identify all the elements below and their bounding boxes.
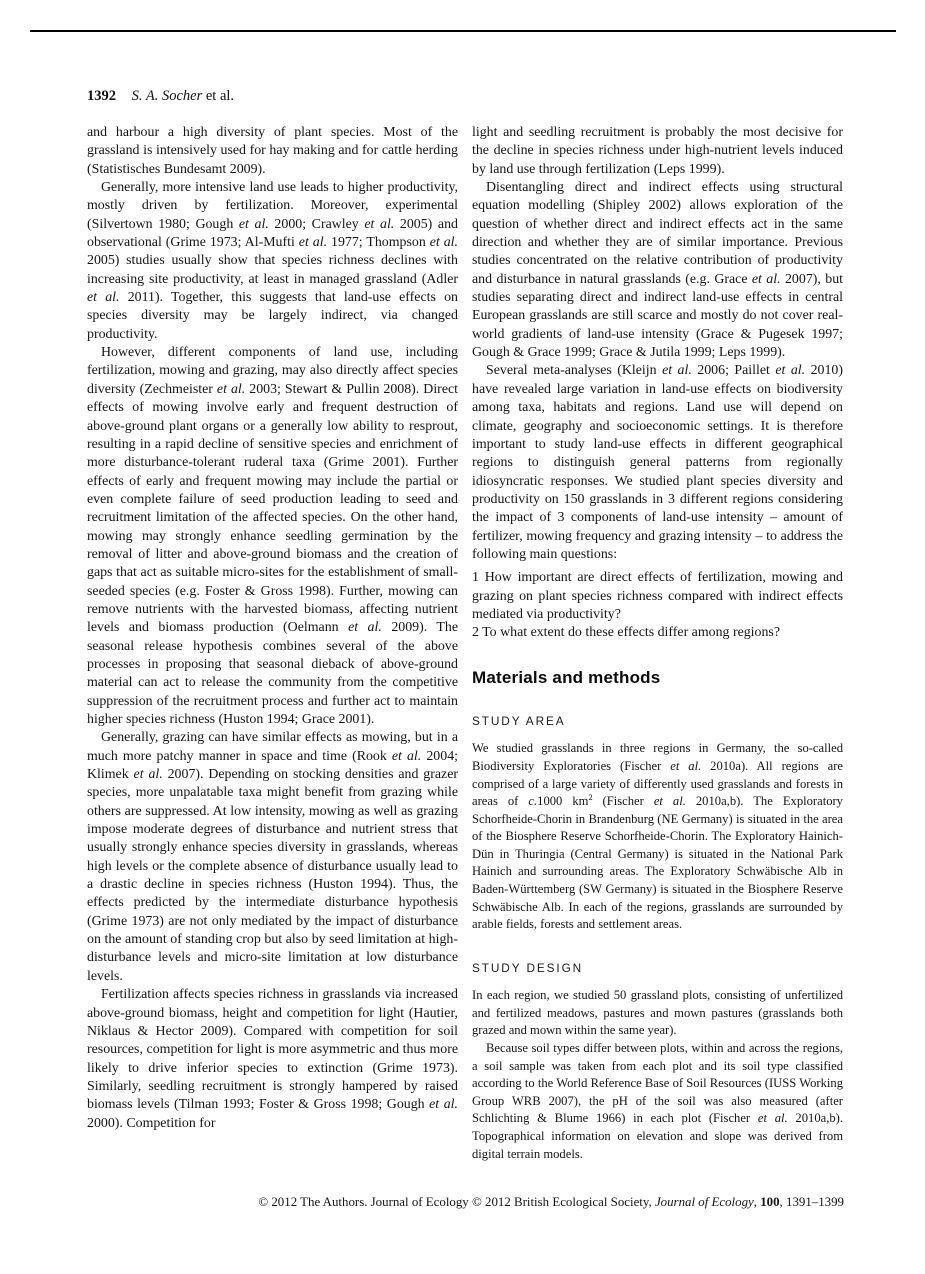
- copyright-footer: [87, 1195, 844, 1210]
- italic-text-segment: et al.: [238, 216, 269, 232]
- text-segment: Generally, more intensive land use leads to higher productivity, mostly driven by fertilization. Moreover, experimental (Silvertown 1980; Gough: [87, 180, 458, 232]
- paragraph: [472, 179, 843, 362]
- italic-text-segment: S. A. Socher: [131, 88, 203, 104]
- text-segment: Fertilization affects species richness in grasslands via increased above-ground biomass, height and competition for light (Hautier, Niklaus & Hector 2009). Compared with competition for soil resources, competition for light is more asymmetric and thus more likely to drive inferior species to extinction (Grime 1973). Similarly, seedling recruitment is strongly hampered by raised biomass levels (Tilman 1993; Foster & Gross 1998; Gough: [87, 987, 458, 1113]
- italic-text-segment: et al.: [757, 1111, 788, 1126]
- subsection-heading: STUDY AREA: [472, 713, 566, 728]
- text-segment: and harbour a high diversity of plant species. Most of the grassland is intensively used for hay making and for cattle herding (Statistisches Bundesamt 2009).: [87, 125, 458, 177]
- text-segment: 2006; Paillet: [691, 363, 776, 379]
- paragraph: [87, 124, 458, 179]
- italic-text-segment: et al.: [429, 235, 458, 251]
- paragraph: [472, 362, 843, 564]
- text-segment: However, different components of land use, including fertilization, mowing and grazing, may also directly affect species diversity (Zechmeister: [87, 345, 458, 397]
- text-segment: 2005) studies usually show that species richness declines with increasing site productivity, at least in managed grassland (Adler: [87, 253, 458, 287]
- running-head: [87, 88, 234, 105]
- text-segment: 1 How important are direct effects of fertilization, mowing and grazing on plant species richness compared with indirect effects mediated via productivity?: [472, 570, 843, 622]
- text-segment: 2009). The seasonal release hypothesis combines several of the above processes in proposing that seasonal dieback of above-ground material can act to release the community from the competitive suppression of the recruitment process and further act to maintain higher species richness (Huston 1994; Grace 2001).: [87, 620, 459, 727]
- text-segment: 2007), but studies separating direct and indirect land-use effects in central European grasslands are still scarce and mostly do not cover real-world gradients of land-use intensity (Grace & Pugesek 1997; Gough & Grace 1999; Grace & Jutila 1999; Leps 1999).: [472, 271, 844, 361]
- text-segment: et al.: [202, 88, 235, 104]
- text-segment: 2010a). All regions are comprised of a large variety of differently used grasslands and forests in areas of: [472, 758, 843, 809]
- text-segment: light and seedling recruitment is probably the most decisive for the decline in species richness under high-nutrient levels induced by land use through fertilization (Leps 1999).: [472, 125, 843, 177]
- italic-text-segment: et al.: [653, 794, 686, 809]
- text-segment: © 2012 The Authors. Journal of Ecology © 2012 British Ecological Society,: [258, 1195, 655, 1209]
- text-segment: Disentangling direct and indirect effects using structural equation modelling (Shipley 2002) allows exploration of the question of whether direct and indirect effects act in the same direction and whether they are of similar importance. Previous studies concentrated on the relative contribution of productivity and disturbance in natural grasslands (e.g. Grace: [472, 180, 843, 287]
- italic-text-segment: c.: [528, 794, 538, 809]
- italic-text-segment: et al.: [87, 290, 120, 306]
- text-segment: (Fischer: [592, 794, 654, 809]
- text-segment: 2003; Stewart & Pullin 2008). Direct effects of mowing involve early and frequent destruction of above-ground plant organs or a generally low ability to resprout, resulting in a rapid decline of sensitive species and enrichment of more disturbance-tolerant ruderal taxa (Grime 2001). Further effects of early and frequent mowing may include the partial or even complete failure of seed production leading to seed and recruitment limitation of the affected species. On the other hand, mowing may strongly enhance seedling germination by the removal of litter and above-ground biomass and the creation of gaps that act as suitable micro-sites for the establishment of small-seeded species (e.g. Foster & Gross 1998). Further, mowing can remove nutrients with the harvested biomass, affecting nutrient levels and biomass production (Oelmann: [87, 381, 459, 636]
- subsection-heading: STUDY DESIGN: [472, 960, 584, 975]
- text-segment: 2010a,b). The Exploratory Schorfheide-Chorin in Brandenburg (NE Germany) is situated in the area of the Biosphere Reserve Schorfheide-Chorin. The Exploratory Hainich-Dün in Thuringia (Central Germany) is situated in the National Park Hainich and surrounding areas. The Exploratory Schwäbische Alb in Baden-Württemberg (SW Germany) is situated in the Biosphere Reserve Schwäbische Alb. In each of the regions, grasslands are surrounded by arable fields, forests and settlement areas.: [472, 794, 843, 932]
- text-segment: 2004; Klimek: [87, 748, 458, 783]
- paragraph: [87, 986, 458, 1133]
- text-segment: Because soil types differ between plots, within and across the regions, a soil sample was taken from each plot and its soil type classified according to the World Reference Base of Soil Resources (IUSS Working Group WRB 2007), the pH of the soil was also measured (after Schlichting & Blume 1966) in each plot (Fischer: [472, 1040, 843, 1126]
- text-segment: 2000; Crawley: [268, 216, 365, 232]
- left-column: [87, 124, 458, 1163]
- text-segment: , 1391–1399: [779, 1195, 844, 1209]
- running-head-authors: [132, 88, 234, 104]
- italic-text-segment: et al.: [775, 363, 806, 379]
- text-segment: 1977; Thompson: [327, 235, 430, 251]
- italic-text-segment: et al.: [670, 758, 702, 773]
- italic-text-segment: et al.: [348, 620, 382, 636]
- text-segment: 2011). Together, this suggests that land-use effects on species diversity may be largely indirect, via changed productivity.: [87, 290, 458, 342]
- paragraph: [472, 987, 843, 1040]
- text-segment: Several meta-analyses (Kleijn: [486, 363, 663, 379]
- paragraph: [87, 179, 458, 344]
- text-segment: Generally, grazing can have similar effects as mowing, but in a much more patchy manner in space and time (Rook: [87, 730, 458, 764]
- text-segment: 2000). Competition for: [87, 1115, 216, 1131]
- top-rule: [30, 30, 896, 32]
- text-segment: ,: [753, 1195, 761, 1209]
- italic-text-segment: et al.: [662, 363, 692, 379]
- text-segment: In each region, we studied 50 grassland plots, consisting of unfertilized and fertilized meadows, pastures and mown pastures (grasslands both grazed and mown within the same year).: [472, 988, 843, 1038]
- italic-text-segment: et al.: [751, 271, 781, 287]
- text-segment: 2005) and observational (Grime 1973; Al-Mufti: [87, 216, 458, 251]
- paragraph: [87, 729, 458, 986]
- text-segment: 2007). Depending on stocking densities and grazer species, more unpalatable taxa might benefit from grazing while others are suppressed. At low intensity, mowing as well as grazing impose moderate degrees of disturbance and nutrient stress that usually strongly enhance species diversity in grasslands, whereas high levels or the complete absence of disturbance usually lead to a drastic decline in species richness (Huston 1994). Thus, the effects predicted by the intermediate disturbance hypothesis (Grime 1973) are not only mediated by the impact of disturbance on the amount of standing crop but also by seed limitation at high-disturbance levels and micro-site limitation at low disturbance levels.: [87, 767, 458, 984]
- italic-text-segment: Journal of Ecology: [654, 1195, 754, 1209]
- text-segment: 2010a,b). Topographical information on elevation and slope was derived from digital terrain models.: [472, 1111, 843, 1161]
- page-number: 1392: [87, 88, 116, 104]
- italic-text-segment: et al.: [298, 235, 328, 251]
- bold-text-segment: 100: [760, 1195, 780, 1209]
- paragraph: [472, 740, 843, 934]
- paragraph: [472, 124, 843, 179]
- paragraph: [472, 1040, 843, 1163]
- italic-text-segment: et al.: [133, 767, 163, 783]
- text-segment: 1000 km: [537, 794, 589, 809]
- text-segment: 2 To what extent do these effects differ among regions?: [472, 625, 781, 641]
- text-segment: 2: [588, 792, 593, 802]
- numbered-question: [472, 569, 843, 624]
- text-segment: We studied grasslands in three regions in Germany, the so-called Biodiversity Exploratories (Fischer: [472, 741, 843, 773]
- text-segment: 2010) have revealed large variation in land-use effects on biodiversity among taxa, habitats and regions. Land use will depend on climate, geography and socioeconomic settings. It is therefore important to study land-use effects in different geographical regions to distinguish general patterns from regionally idiosyncratic responses. We studied plant species diversity and productivity on 150 grasslands in 3 different regions considering the impact of 3 components of land-use intensity – amount of fertilizer, mowing frequency and grazing intensity – to address the following main questions:: [472, 363, 843, 562]
- numbered-question: [472, 624, 843, 642]
- italic-text-segment: et al.: [364, 216, 395, 232]
- two-column-body: [87, 124, 844, 1163]
- section-heading: Materials and methods: [472, 667, 661, 687]
- paragraph: [87, 344, 458, 729]
- italic-text-segment: et al.: [216, 381, 246, 397]
- right-column: [472, 124, 843, 1163]
- italic-text-segment: et al.: [429, 1097, 458, 1113]
- italic-text-segment: et al.: [391, 748, 422, 764]
